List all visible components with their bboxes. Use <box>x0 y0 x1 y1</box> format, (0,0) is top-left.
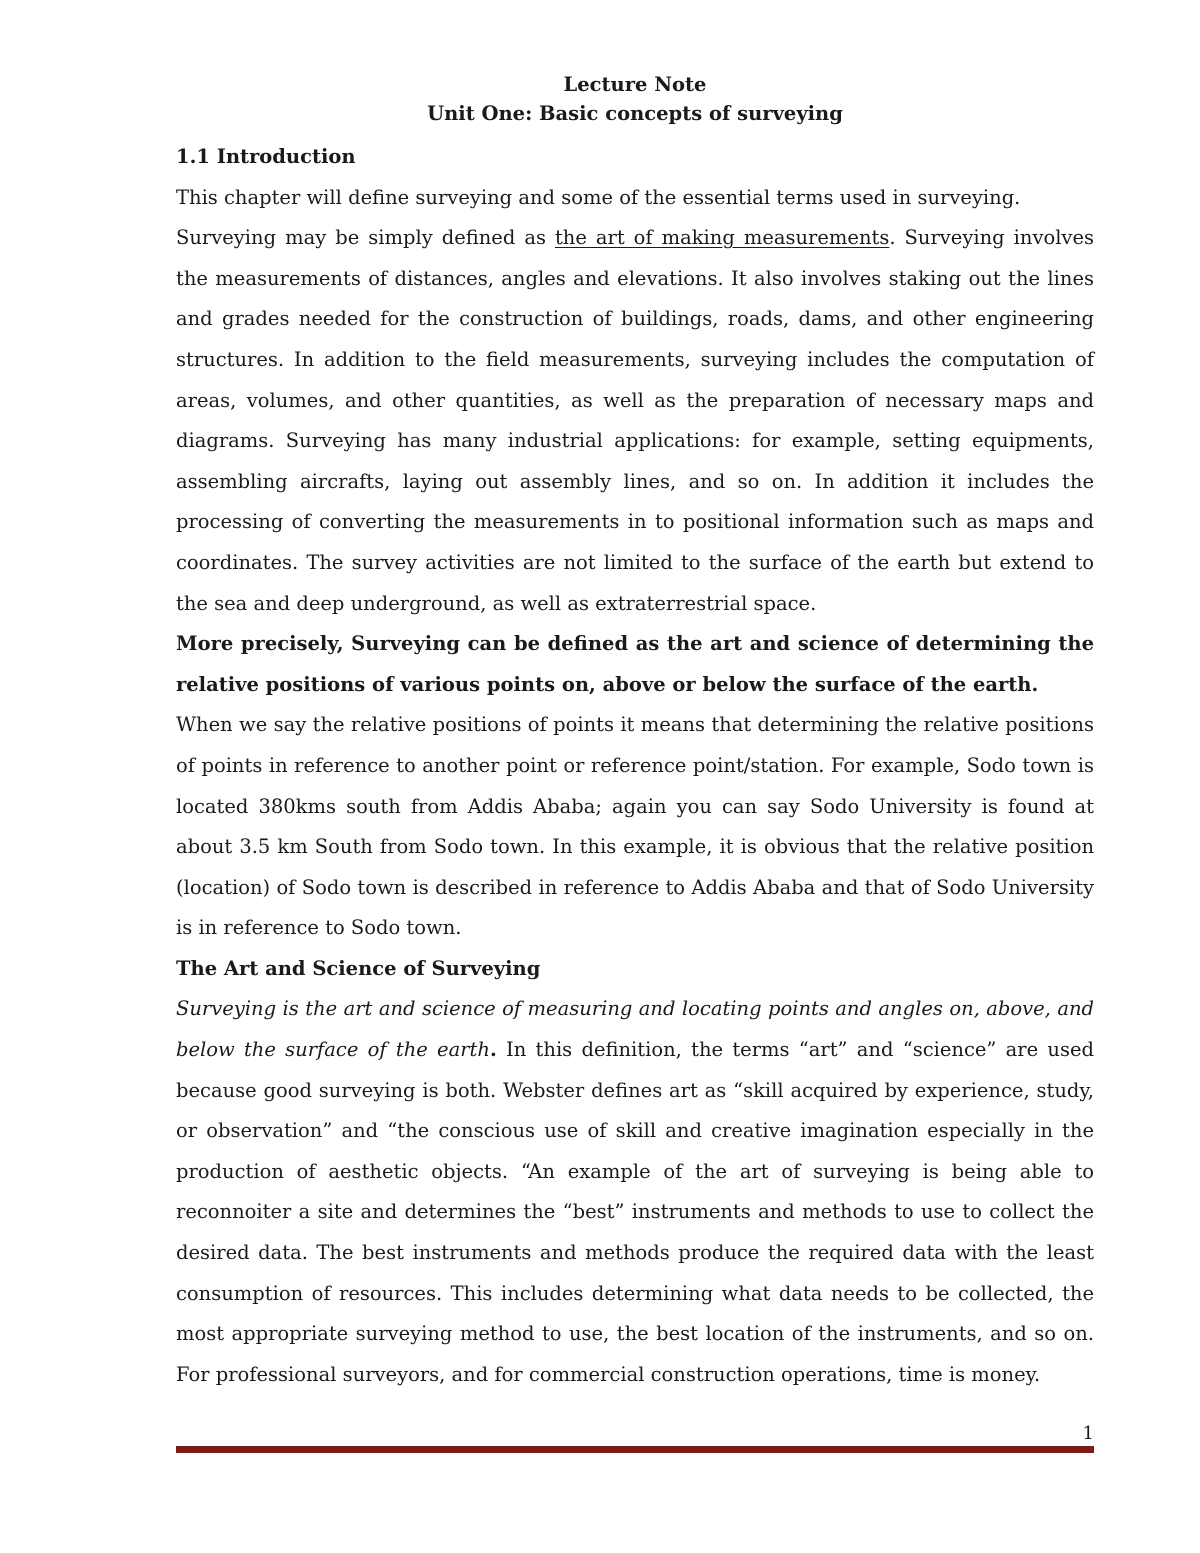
art-science-paragraph <box>176 989 1094 1395</box>
p2-text-before: Surveying may be simply defined as <box>176 226 555 250</box>
underlined-definition: the art of making measurements <box>554 226 890 250</box>
p2-text-after: . Surveying involves the measurements of distances, angles and elevations. It also involves staking out the lines and grades needed for the construction of buildings, roads, dams, and other engineering structures. In addition to the field measurements, surveying includes the computation of areas, volumes, and other quantities, as well as the preparation of necessary maps and diagrams. Surveying has many industrial applications: for example, setting equipments, assembling aircrafts, laying out assembly lines, and so on. In addition it includes the processing of converting the measurements in to positional information such as maps and coordinates. The survey activities are not limited to the surface of the earth but extend to the sea and deep underground, as well as extraterrestrial space. <box>176 226 1094 615</box>
intro-paragraph-1: This chapter will define surveying and some of the essential terms used in surveying. <box>176 185 1021 209</box>
document-header <box>176 70 1094 128</box>
introduction-heading: 1.1 Introduction <box>176 145 356 168</box>
art-science-body: In this definition, the terms “art” and “science” are used because good surveying is both. Webster defines art as “skill acquired by experience, study, or observation” and “the conscious use of skill and creative imagination especially in the production of aesthetic objects. “An example of the art of surveying is being able to reconnoiter a site and determines the “best” instruments and methods to use to collect the desired data. The best instruments and methods produce the required data with the least consumption of resources. This includes determining what data needs to be collected, the most appropriate surveying method to use, the best location of the instruments, and so on. For professional surveyors, and for commercial construction operations, time is money. <box>176 1038 1094 1386</box>
footer-rule <box>176 1446 1094 1453</box>
page-number: 1 <box>1082 1423 1094 1444</box>
lecture-title: Lecture Note <box>563 73 707 96</box>
definition-period: . <box>489 1038 497 1062</box>
page-content <box>176 70 1094 1395</box>
intro-paragraph-2 <box>176 218 1094 624</box>
art-science-heading: The Art and Science of Surveying <box>176 956 541 980</box>
unit-title: Unit One: Basic concepts of surveying <box>427 102 843 125</box>
italic-definition: Surveying is the art and science of measuring and locating points and angles on, above, and below the surface of the earth <box>176 997 1094 1062</box>
relative-positions-paragraph: When we say the relative positions of points it means that determining the relative positions of points in reference to another point or reference point/station. For example, Sodo town is located 380kms south from Addis Ababa; again you can say Sodo University is found at about 3.5 km South from Sodo town. In this example, it is obvious that the relative position (location) of Sodo town is described in reference to Addis Ababa and that of Sodo University is in reference to Sodo town. <box>176 713 1094 940</box>
precise-definition: More precisely, Surveying can be defined as the art and science of determining the relative positions of various points on, above or below the surface of the earth. <box>176 632 1094 696</box>
